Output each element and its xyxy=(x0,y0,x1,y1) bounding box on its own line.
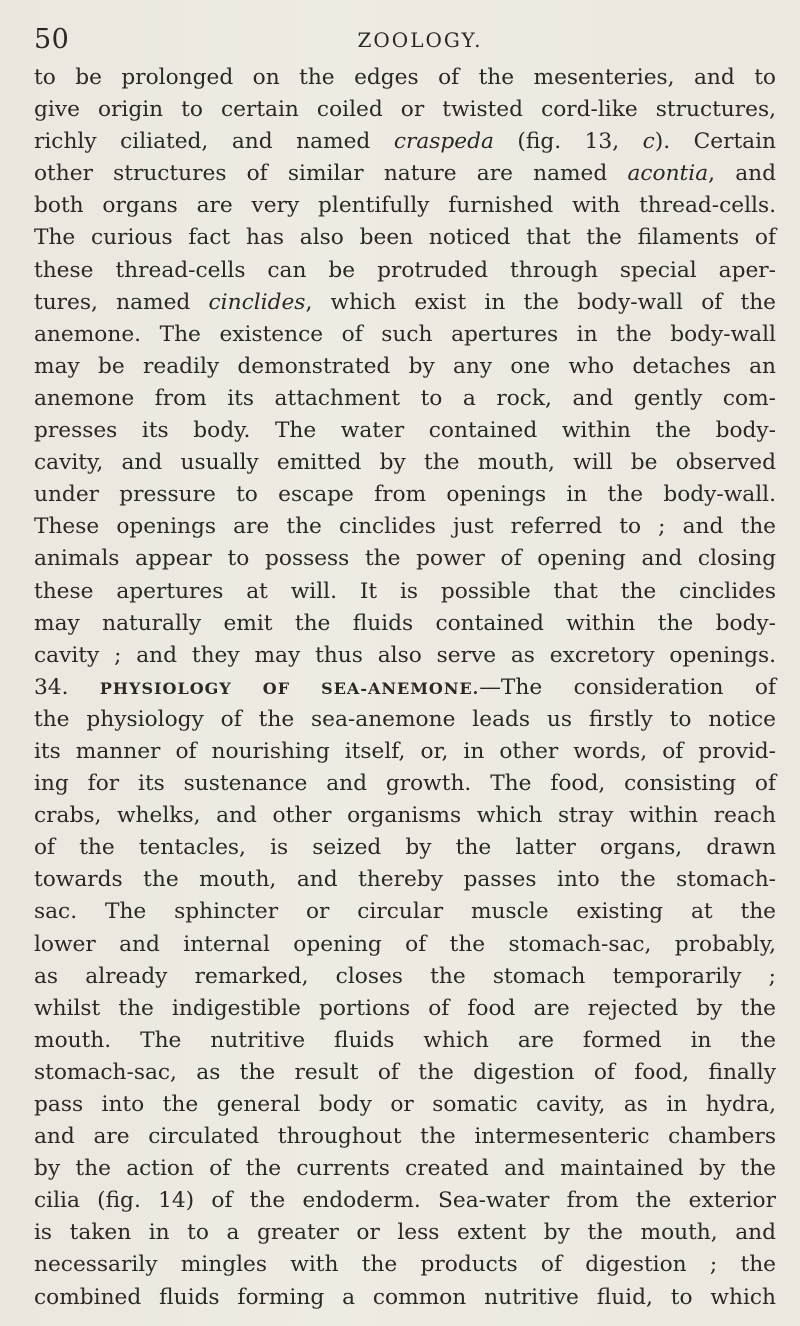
text-line: cilia (fig. 14) of the endoderm. Sea-water from the exterior xyxy=(34,1188,776,1214)
text-line: other structures of similar nature are named acontia, and xyxy=(34,161,776,187)
italic-term: acontia xyxy=(627,161,709,187)
text-line: richly ciliated, and named craspeda (fig. 13, c). Certain xyxy=(34,129,777,155)
text-line: stomach-sac, as the result of the digestion of food, finally xyxy=(34,1059,776,1085)
text-line: its manner of nourishing itself, or, in other words, of provid- xyxy=(34,738,776,764)
text-line: combined fluids forming a common nutritive fluid, to which xyxy=(34,1284,776,1310)
text-line: by the action of the currents created and maintained by the xyxy=(34,1156,776,1182)
text-line: as already remarked, closes the stomach temporarily ; xyxy=(34,963,776,989)
text-line: to be prolonged on the edges of the mesenteries, and to xyxy=(34,65,776,90)
text-line: 34. PHYSIOLOGY OF SEA-ANEMONE.—The consideration of xyxy=(34,674,776,700)
text-line: sac. The sphincter or circular muscle existing at the xyxy=(34,899,776,925)
text-line: is taken in to a greater or less extent by the mouth, and xyxy=(34,1220,776,1246)
text-line: of the tentacles, is seized by the latter organs, drawn xyxy=(34,835,776,861)
text-line: presses its body. The water contained within the body- xyxy=(34,418,776,444)
text-line: anemone from its attachment to a rock, and gently com- xyxy=(34,385,776,411)
text-line: under pressure to escape from openings in the body-wall. xyxy=(34,482,776,508)
text-line: these apertures at will. It is possible that the cinclides xyxy=(34,578,776,604)
text-line: necessarily mingles with the products of digestion ; the xyxy=(34,1252,776,1278)
text-line: These openings are the cinclides just referred to ; and the xyxy=(34,514,776,540)
text-line: cavity ; and they may thus also serve as excretory openings. xyxy=(34,642,776,668)
text-line: may naturally emit the fluids contained within the body- xyxy=(34,610,776,636)
text-line: animals appear to possess the power of opening and closing xyxy=(34,546,776,572)
text-line: The curious fact has also been noticed that the filaments of xyxy=(34,225,776,251)
section-heading: PHYSIOLOGY OF SEA-ANEMONE. xyxy=(99,678,480,698)
text-line: lower and internal opening of the stomach-sac, probably, xyxy=(34,931,776,957)
text-line: both organs are very plentifully furnished with thread-cells. xyxy=(34,193,776,219)
text-line: pass into the general body or somatic cavity, as in hydra, xyxy=(34,1092,776,1117)
body-text xyxy=(34,62,776,1314)
text-line: ing for its sustenance and growth. The food, consisting of xyxy=(34,771,776,797)
page-header xyxy=(28,20,772,60)
page-number: 50 xyxy=(34,24,70,55)
running-head: ZOOLOGY. xyxy=(357,28,483,52)
italic-term: craspeda xyxy=(393,129,494,155)
italic-term: cinclides xyxy=(208,289,306,315)
text-line: anemone. The existence of such apertures in the body-wall xyxy=(34,321,776,347)
text-line: and are circulated throughout the intermesenteric chambers xyxy=(34,1124,776,1150)
text-line: cavity, and usually emitted by the mouth, will be observed xyxy=(34,450,776,476)
text-line: the physiology of the sea-anemone leads us firstly to notice xyxy=(34,706,776,732)
text-line: these thread-cells can be protruded through special aper- xyxy=(34,257,776,283)
text-line: mouth. The nutritive fluids which are formed in the xyxy=(34,1027,776,1053)
italic-term: c xyxy=(642,129,655,155)
text-line: whilst the indigestible portions of food are rejected by the xyxy=(34,995,776,1021)
text-line: give origin to certain coiled or twisted cord-like structures, xyxy=(34,97,776,123)
text-line: towards the mouth, and thereby passes into the stomach- xyxy=(34,867,776,893)
text-line: crabs, whelks, and other organisms which stray within reach xyxy=(34,803,776,829)
text-line: may be readily demonstrated by any one who detaches an xyxy=(34,353,776,379)
text-line: tures, named cinclides, which exist in the body-wall of the xyxy=(34,289,776,315)
